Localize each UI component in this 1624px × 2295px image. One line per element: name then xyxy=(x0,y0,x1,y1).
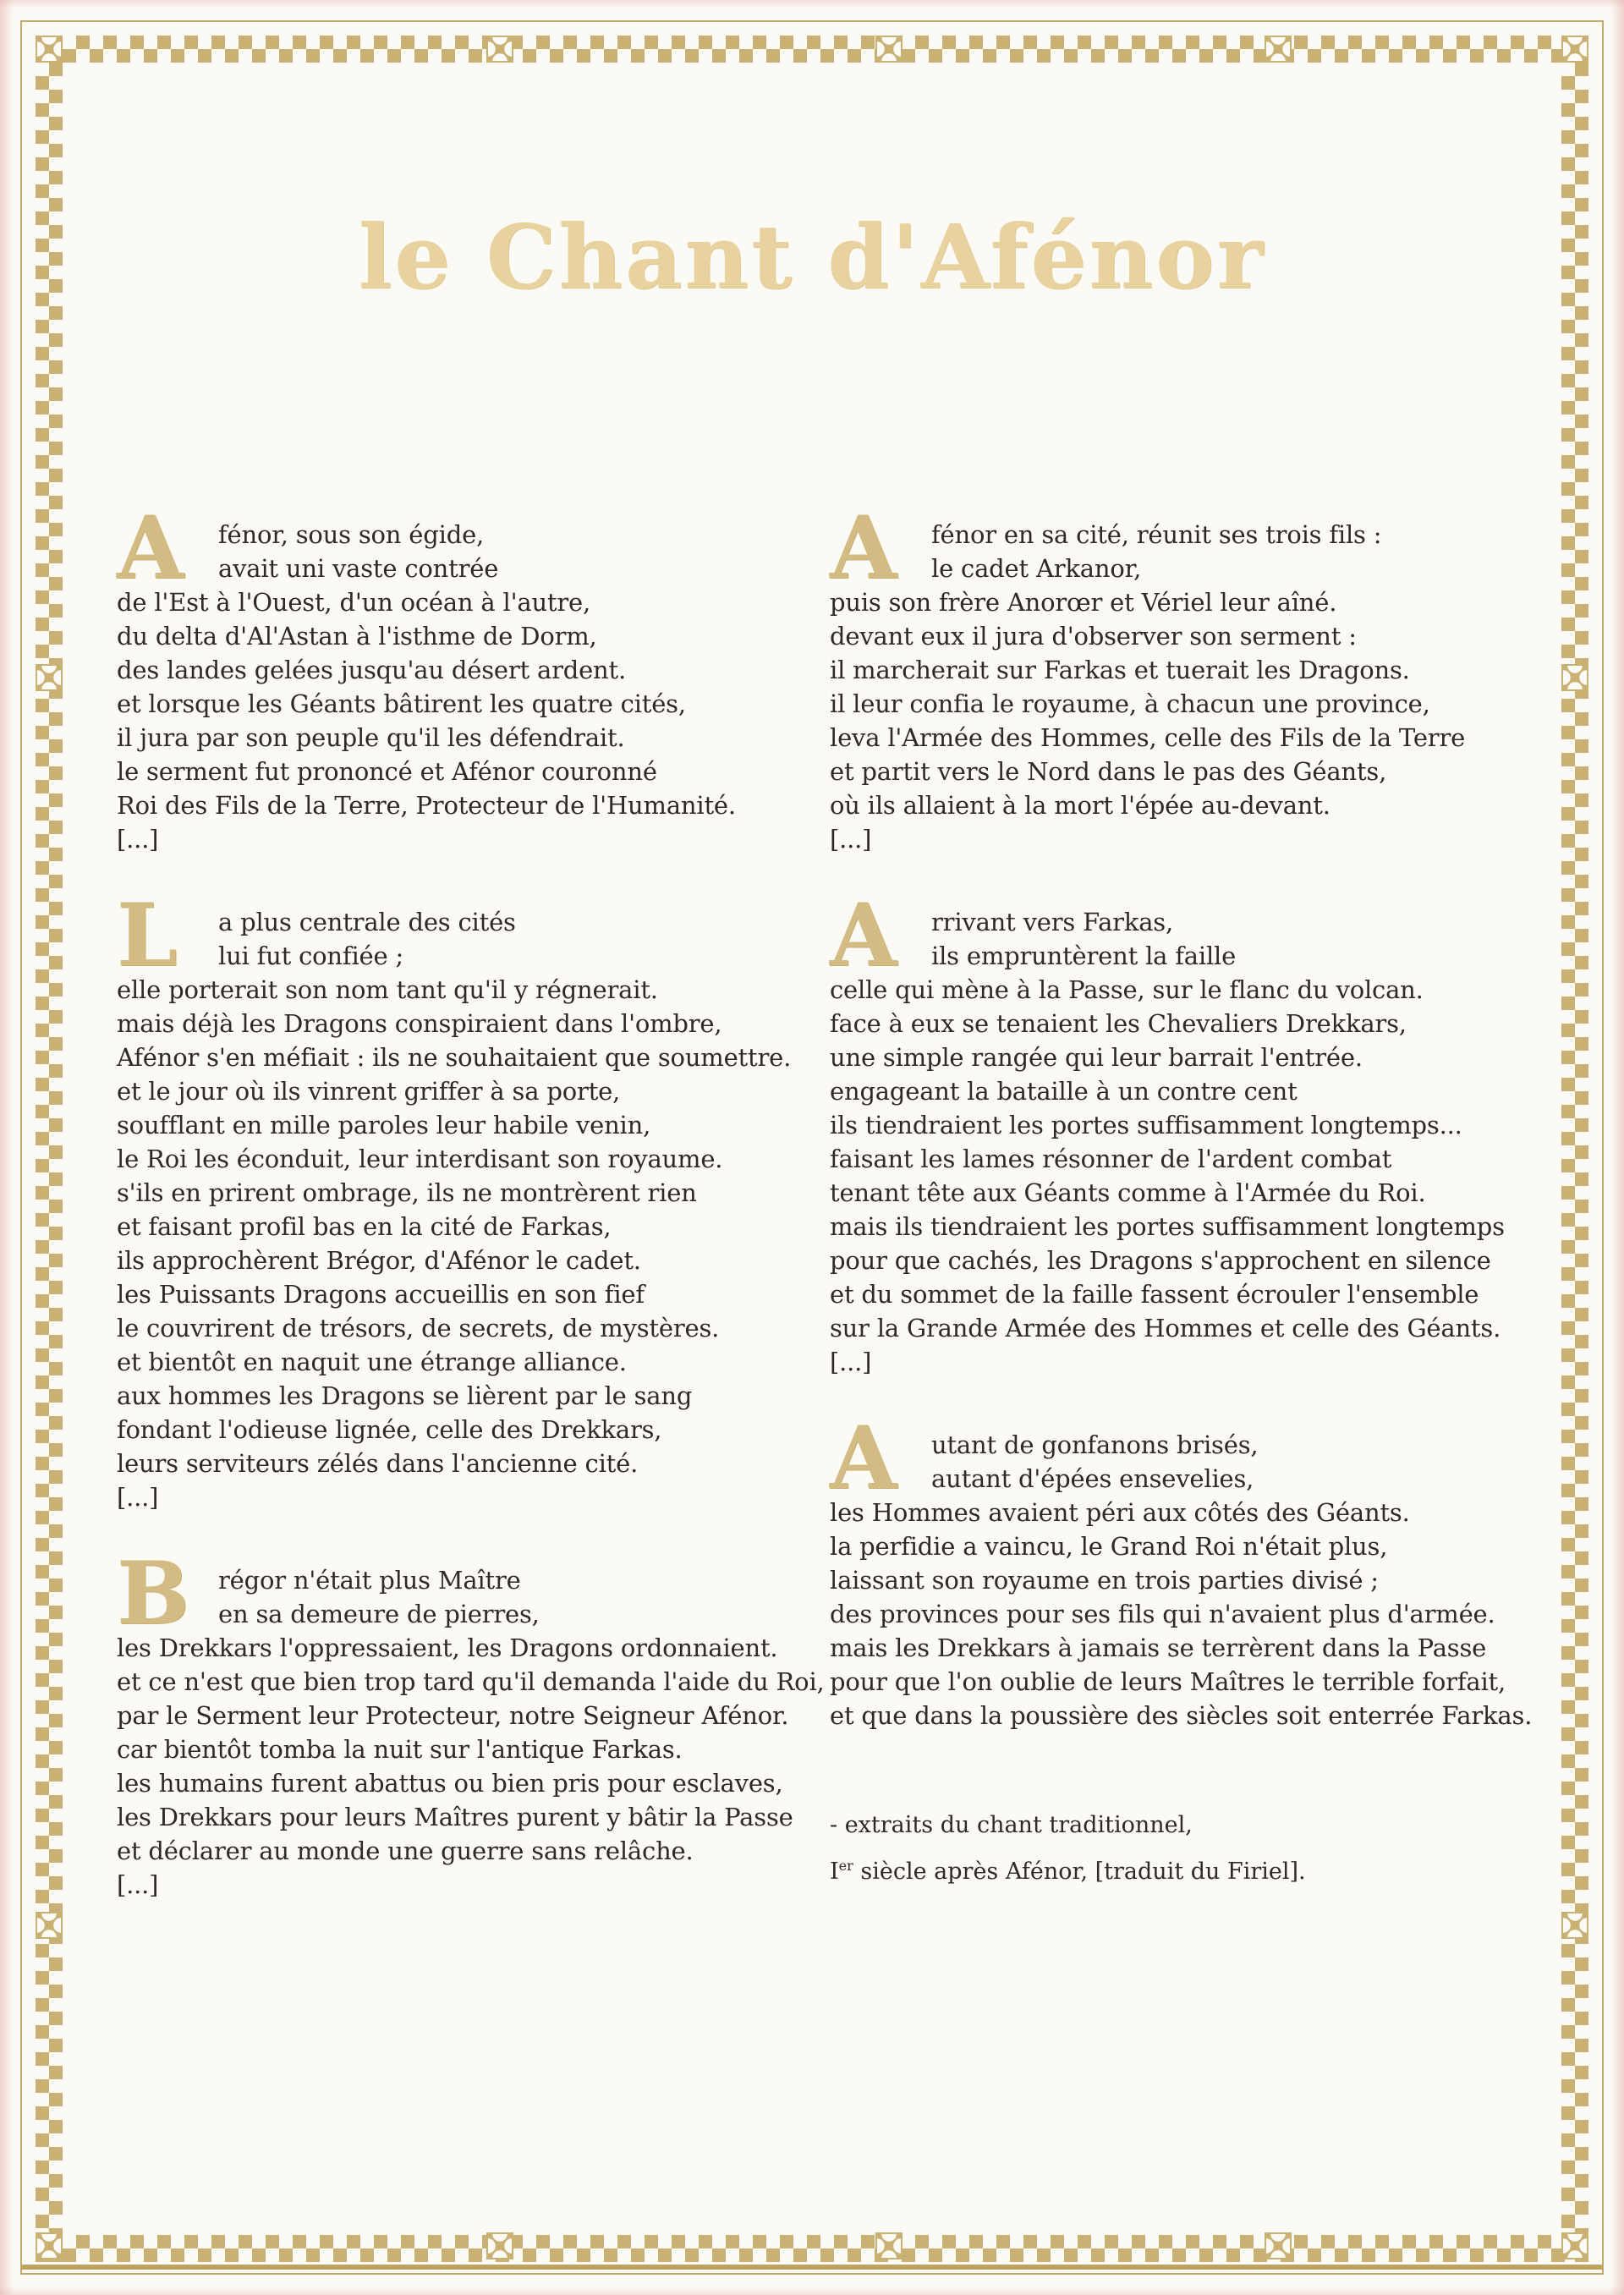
verse-line: et déclarer au monde une guerre sans relâche. xyxy=(117,1837,694,1865)
verse-line: devant eux il jura d'observer son serment : xyxy=(830,622,1357,651)
verse-line: faisant les lames résonner de l'ardent combat xyxy=(830,1145,1392,1173)
drop-cap-initial: A xyxy=(830,497,897,599)
stanza xyxy=(117,1543,825,1902)
stanza xyxy=(830,497,1511,856)
verse-line: les humains furent abattus ou bien pris pour esclaves, xyxy=(117,1769,783,1798)
verse-line: leva l'Armée des Hommes, celle des Fils de la Terre xyxy=(830,723,1466,752)
verse-column-left xyxy=(117,497,825,1951)
verse-line: les Hommes avaient péri aux côtés des Géants. xyxy=(830,1498,1410,1527)
verse-line: la perfidie a vaincu, le Grand Roi n'était plus, xyxy=(830,1532,1388,1561)
verse-line: les Drekkars pour leurs Maîtres purent y bâtir la Passe xyxy=(117,1803,793,1831)
scan-edge-tint xyxy=(0,2287,1624,2295)
drop-cap-initial: A xyxy=(830,885,897,986)
verse-line: des landes gelées jusqu'au désert ardent. xyxy=(117,656,627,684)
verse-column-right xyxy=(830,497,1533,1892)
stanza xyxy=(830,885,1511,1379)
verse-line: de l'Est à l'Ouest, d'un océan à l'autre, xyxy=(117,588,591,617)
verse-line: et lorsque les Géants bâtirent les quatre cités, xyxy=(117,689,686,718)
verse-line: car bientôt tomba la nuit sur l'antique Farkas. xyxy=(117,1735,683,1764)
verse-line: les Puissants Dragons accueillis en son fief xyxy=(117,1280,645,1309)
verse-line: ils empruntèrent la faille xyxy=(931,942,1237,970)
verse-line: face à eux se tenaient les Chevaliers Drekkars, xyxy=(830,1009,1407,1038)
stanza xyxy=(117,885,798,1514)
verse-line: et que dans la poussière des siècles soit enterrée Farkas. xyxy=(830,1701,1533,1730)
verse-line: autant d'épées ensevelies, xyxy=(931,1464,1254,1493)
verse-line: il marcherait sur Farkas et tuerait les Dragons. xyxy=(830,656,1410,684)
verse-line: [...] xyxy=(117,1870,159,1899)
cross-petal-motif-icon xyxy=(1265,36,1292,63)
verse-line: une simple rangée qui leur barrait l'entrée. xyxy=(830,1043,1363,1072)
verse-line: il leur confia le royaume, à chacun une province, xyxy=(830,689,1430,718)
border-checker-bottom xyxy=(36,2235,1588,2262)
verse-line: [...] xyxy=(830,1348,872,1376)
scan-edge-tint xyxy=(1610,0,1624,2295)
cross-petal-motif-icon xyxy=(486,36,513,63)
cross-petal-motif-icon xyxy=(1561,664,1588,691)
verse-line: sur la Grande Armée des Hommes et celle des Géants. xyxy=(830,1314,1501,1342)
credit-line: Ier siècle après Afénor, [traduit du Firiel]. xyxy=(830,1858,1306,1885)
cross-petal-motif-icon xyxy=(486,2232,513,2259)
verse-line: des provinces pour ses fils qui n'avaient plus d'armée. xyxy=(830,1600,1495,1628)
source-credit xyxy=(830,1805,1511,1892)
scan-edge-tint xyxy=(0,0,1624,8)
verse-line: mais déjà les Dragons conspiraient dans l'ombre, xyxy=(117,1009,722,1038)
verse-line: rrivant vers Farkas, xyxy=(931,908,1174,936)
verse-line: elle porterait son nom tant qu'il y régnerait. xyxy=(117,975,658,1004)
verse-line: ils approchèrent Brégor, d'Afénor le cadet. xyxy=(117,1246,641,1275)
verse-line: par le Serment leur Protecteur, notre Seigneur Afénor. xyxy=(117,1701,789,1730)
cross-petal-motif-icon xyxy=(875,2232,903,2259)
verse-line: le Roi les éconduit, leur interdisant son royaume. xyxy=(117,1145,723,1173)
verse-line: puis son frère Anorœr et Vériel leur aîné. xyxy=(830,588,1337,617)
verse-line: et le jour où ils vinrent griffer à sa porte, xyxy=(117,1077,621,1106)
cross-petal-motif-icon xyxy=(36,664,63,691)
verse-line: soufflant en mille paroles leur habile venin, xyxy=(117,1111,651,1139)
verse-line: pour que cachés, les Dragons s'approchent en silence xyxy=(830,1246,1491,1275)
verse-line: a plus centrale des cités xyxy=(218,908,516,936)
verse-line: en sa demeure de pierres, xyxy=(218,1600,540,1628)
drop-cap-initial: B xyxy=(117,1543,190,1644)
credit-line: - extraits du chant traditionnel, xyxy=(830,1812,1193,1838)
verse-line: tenant tête aux Géants comme à l'Armée du Roi. xyxy=(830,1178,1426,1207)
verse-line: le couvrirent de trésors, de secrets, de mystères. xyxy=(117,1314,720,1342)
cross-petal-motif-icon xyxy=(1265,2232,1292,2259)
drop-cap-initial: L xyxy=(117,885,178,986)
cross-petal-motif-icon xyxy=(36,36,63,63)
verse-line: où ils allaient à la mort l'épée au-devant. xyxy=(830,791,1330,820)
verse-line: du delta d'Al'Astan à l'isthme de Dorm, xyxy=(117,622,597,651)
verse-line: s'ils en prirent ombrage, ils ne montrèrent rien xyxy=(117,1178,697,1207)
verse-line: [...] xyxy=(117,825,159,854)
verse-line: le cadet Arkanor, xyxy=(931,554,1142,583)
verse-line: avait uni vaste contrée xyxy=(218,554,499,583)
cross-petal-motif-icon xyxy=(36,1912,63,1939)
verse-line: et partit vers le Nord dans le pas des Géants, xyxy=(830,757,1387,786)
verse-line: les Drekkars l'oppressaient, les Dragons ordonnaient. xyxy=(117,1633,778,1662)
page-title: le Chant d'Afénor xyxy=(358,205,1266,309)
verse-line: ils tiendraient les portes suffisamment longtemps... xyxy=(830,1111,1462,1139)
verse-line: aux hommes les Dragons se lièrent par le sang xyxy=(117,1381,693,1410)
drop-cap-initial: A xyxy=(830,1408,897,1509)
cross-petal-motif-icon xyxy=(1561,1912,1588,1939)
stanza xyxy=(117,497,798,856)
border-checker-top xyxy=(36,36,1588,63)
verse-line: il jura par son peuple qu'il les défendrait. xyxy=(117,723,625,752)
drop-cap-initial: A xyxy=(117,497,184,599)
verse-line: et du sommet de la faille fassent écrouler l'ensemble xyxy=(830,1280,1479,1309)
verse-line: [...] xyxy=(830,825,872,854)
verse-line: lui fut confiée ; xyxy=(218,942,404,970)
verse-line: Afénor s'en méfiait : ils ne souhaitaient que soumettre. xyxy=(117,1043,792,1072)
verse-line: [...] xyxy=(117,1483,159,1512)
stanza xyxy=(830,1408,1533,1732)
verse-line: Roi des Fils de la Terre, Protecteur de l'Humanité. xyxy=(117,791,736,820)
verse-line: le serment fut prononcé et Afénor couronné xyxy=(117,757,657,786)
verse-line: celle qui mène à la Passe, sur le flanc du volcan. xyxy=(830,975,1424,1004)
verse-line: mais ils tiendraient les portes suffisamment longtemps xyxy=(830,1212,1505,1241)
verse-line: fénor, sous son égide, xyxy=(218,520,485,549)
cross-petal-motif-icon xyxy=(1561,2232,1588,2259)
cross-petal-motif-icon xyxy=(1561,36,1588,63)
cross-petal-motif-icon xyxy=(875,36,903,63)
verse-line: fénor en sa cité, réunit ses trois fils : xyxy=(931,520,1382,549)
verse-columns xyxy=(117,497,1533,1951)
verse-line: engageant la bataille à un contre cent xyxy=(830,1077,1298,1106)
cross-petal-motif-icon xyxy=(36,2232,63,2259)
verse-line: fondant l'odieuse lignée, celle des Drekkars, xyxy=(117,1415,662,1444)
scan-edge-tint xyxy=(0,0,14,2295)
border-bottom-rule xyxy=(22,2265,1602,2270)
verse-line: et faisant profil bas en la cité de Farkas, xyxy=(117,1212,612,1241)
verse-line: et bientôt en naquit une étrange alliance. xyxy=(117,1348,627,1376)
verse-line: utant de gonfanons brisés, xyxy=(931,1430,1259,1459)
verse-line: mais les Drekkars à jamais se terrèrent dans la Passe xyxy=(830,1633,1487,1662)
verse-line: régor n'était plus Maître xyxy=(218,1566,521,1595)
verse-line: leurs serviteurs zélés dans l'ancienne cité. xyxy=(117,1449,639,1478)
verse-line: et ce n'est que bien trop tard qu'il demanda l'aide du Roi, xyxy=(117,1667,825,1696)
verse-line: laissant son royaume en trois parties divisé ; xyxy=(830,1566,1379,1595)
verse-line: pour que l'on oublie de leurs Maîtres le terrible forfait, xyxy=(830,1667,1506,1696)
